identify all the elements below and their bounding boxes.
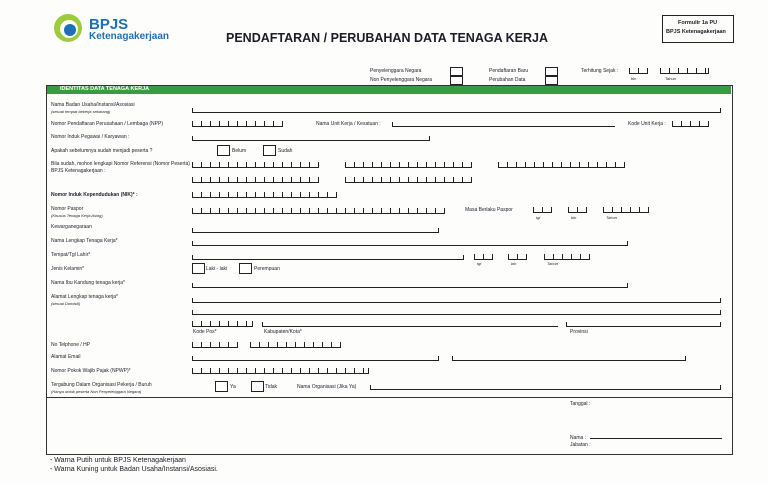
- sudah-checkbox[interactable]: [263, 145, 276, 156]
- ibu-label: Nama Ibu Kandung tenaga kerja*: [51, 280, 125, 286]
- referensi-field-2[interactable]: [345, 162, 472, 168]
- terhitung-label: Terhitung Sejak :: [581, 68, 619, 74]
- kode-unit-label: Kode Unit Kerja :: [628, 121, 666, 127]
- opt-baru-label: Pendaftaran Baru: [489, 68, 529, 74]
- opt-perubahan-checkbox[interactable]: [545, 76, 558, 85]
- provinsi-label: Provinsi: [570, 329, 588, 335]
- ibu-input[interactable]: [192, 283, 628, 288]
- email-input-2[interactable]: [452, 356, 686, 361]
- unit-kerja-input[interactable]: [392, 122, 615, 127]
- opt-penyelenggara-checkbox[interactable]: [450, 67, 463, 76]
- alamat-input-1[interactable]: [192, 298, 721, 303]
- unit-kerja-label: Nama Unit Kerja / Kesatuan :: [316, 121, 381, 127]
- section-title: IDENTITAS DATA TENAGA KERJA: [60, 86, 150, 92]
- npwp-label: Nomor Pokok Wajib Pajak (NPWP)*: [51, 368, 131, 374]
- organisasi-note: (Hanya untuk peserta Non Penyelenggara Negara): [51, 389, 142, 394]
- form-code-box: [662, 15, 734, 43]
- npwp-field[interactable]: [192, 368, 369, 374]
- referensi-label: Bila sudah, mohon lengkapi Nomor Referensi (Nomor Peserta) BPJS Ketenagakerjaan :: [51, 161, 190, 174]
- masa-paspor-tahun[interactable]: [603, 207, 649, 213]
- form-org: BPJS Ketenagakerjaan: [666, 29, 726, 35]
- email-label: Alamat Email: [51, 354, 81, 360]
- nama-label: Nama :: [570, 435, 587, 441]
- paspor-label: Nomor Paspor: [51, 206, 84, 212]
- laki-checkbox[interactable]: [192, 263, 205, 274]
- section-header: [47, 86, 731, 94]
- opt-non-penyelenggara-label: Non Penyelenggara Negara: [370, 77, 432, 83]
- tanggal-label: Tanggal :: [570, 401, 591, 407]
- masa-tgl-label: tgl: [536, 215, 541, 220]
- terhitung-tahun-field[interactable]: [660, 68, 709, 74]
- ya-checkbox[interactable]: [215, 381, 228, 392]
- opt-perubahan-label: Perubahan Data: [489, 77, 526, 83]
- form-code: Formulir 1a PU: [678, 20, 718, 26]
- tidak-checkbox[interactable]: [251, 381, 264, 392]
- telp-number-field[interactable]: [250, 342, 341, 348]
- ttl-tgl[interactable]: [474, 254, 493, 260]
- perempuan-label: Perempuan: [254, 266, 280, 272]
- provinsi-input[interactable]: [566, 322, 721, 327]
- ya-label: Ya: [230, 384, 236, 390]
- nama-lengkap-input[interactable]: [192, 241, 628, 246]
- opt-baru-checkbox[interactable]: [545, 67, 558, 76]
- nik-label: Nomor Induk Kependudukan (NIK)* :: [51, 192, 138, 198]
- nik-field[interactable]: [192, 192, 337, 198]
- ttl-tahun-label: Tahun: [547, 261, 558, 266]
- nama-org-input[interactable]: [370, 385, 721, 390]
- nama-input[interactable]: [590, 438, 722, 439]
- referensi-field-3[interactable]: [498, 162, 625, 168]
- ttl-tahun[interactable]: [544, 254, 590, 260]
- belum-label: Belum: [232, 148, 247, 154]
- opt-non-penyelenggara-checkbox[interactable]: [450, 76, 463, 85]
- note-yellow: - Warna Kuning untuk Badan Usaha/Instansi/Asosiasi.: [50, 466, 218, 473]
- masa-paspor-tgl[interactable]: [533, 207, 552, 213]
- laki-label: Laki - laki: [206, 266, 228, 272]
- nama-lengkap-label: Nama Lengkap Tenaga Kerja*: [51, 238, 118, 244]
- ttl-bln-label: bln: [511, 261, 517, 266]
- note-white: - Warna Putih untuk BPJS Ketenagakerjaan: [50, 457, 186, 464]
- kabupaten-input[interactable]: [262, 322, 558, 327]
- referensi-field-1[interactable]: [192, 162, 319, 168]
- paspor-field[interactable]: [192, 208, 445, 214]
- referensi-field-5[interactable]: [345, 177, 472, 183]
- telp-label: No Telphone / HP: [51, 342, 91, 348]
- belum-checkbox[interactable]: [217, 145, 230, 156]
- terhitung-tahun-label: Tahun: [665, 76, 676, 81]
- masa-bln-label: bln: [571, 215, 577, 220]
- opt-penyelenggara-label: Penyelenggara Negara: [370, 68, 422, 74]
- alamat-label: Alamat Lengkap tenaga kerja*: [51, 294, 118, 300]
- terhitung-bln-label: bln: [631, 76, 637, 81]
- npp-field[interactable]: [192, 121, 283, 127]
- sudah-label: Sudah: [278, 148, 293, 154]
- nama-org-label: Nama Organisasi (Jika Ya): [297, 384, 357, 390]
- page-title: PENDAFTARAN / PERUBAHAN DATA TENAGA KERJA: [226, 31, 548, 45]
- kabupaten-label: Kabupaten/Kota*: [264, 329, 302, 335]
- ttl-tempat-input[interactable]: [192, 255, 464, 260]
- telp-prefix-field[interactable]: [192, 342, 238, 348]
- sudah-peserta-label: Apakah sebelumnya sudah menjadi peserta ?: [51, 148, 153, 154]
- nip-label: Nomor Induk Pegawai / Karyawan :: [51, 134, 130, 140]
- masa-tahun-label: Tahun: [606, 215, 617, 220]
- masa-paspor-bln[interactable]: [568, 207, 587, 213]
- perempuan-checkbox[interactable]: [239, 263, 252, 274]
- tidak-label: Tidak: [265, 384, 278, 390]
- logo-sub: Ketenagakerjaan: [89, 31, 170, 42]
- paspor-note: (Khusus Tenaga Kerja Asing): [51, 213, 103, 218]
- ttl-tgl-label: tgl: [477, 261, 482, 266]
- masa-paspor-label: Masa Berlaku Paspor: [465, 207, 513, 213]
- badan-usaha-input[interactable]: [192, 108, 721, 113]
- kewarganegaraan-label: Kewarganegaraan: [51, 224, 92, 230]
- badan-usaha-label: Nama Badan Usaha/Instansi/Asosiasi: [51, 102, 135, 108]
- kode-unit-field[interactable]: [672, 121, 709, 127]
- kode-pos-label: Kode Pos*: [193, 329, 217, 335]
- nip-input[interactable]: [192, 136, 430, 141]
- jabatan-label: Jabatan :: [570, 442, 591, 448]
- jenis-kelamin-label: Jenis Kelamin*: [51, 266, 85, 272]
- logo-brand: BPJS: [89, 16, 129, 33]
- kewarganegaraan-input[interactable]: [192, 228, 439, 233]
- badan-usaha-note: (sesuai tempat bekerja sekarang): [51, 109, 111, 114]
- terhitung-bln-field[interactable]: [629, 68, 648, 74]
- ttl-bln[interactable]: [508, 254, 527, 260]
- npp-label: Nomor Pendaftaran Perusahaan / Lembaga (NPP): [51, 121, 164, 127]
- kode-pos-field[interactable]: [192, 321, 253, 327]
- alamat-note: (sesuai Domisili): [51, 301, 81, 306]
- referensi-field-4[interactable]: [192, 177, 319, 183]
- alamat-input-2[interactable]: [192, 310, 721, 315]
- email-input[interactable]: [192, 356, 439, 361]
- organisasi-label: Tergabung Dalam Organisasi Pekerja / Buruh: [51, 382, 152, 388]
- ttl-label: Tempat/Tgl Lahir*: [51, 252, 91, 258]
